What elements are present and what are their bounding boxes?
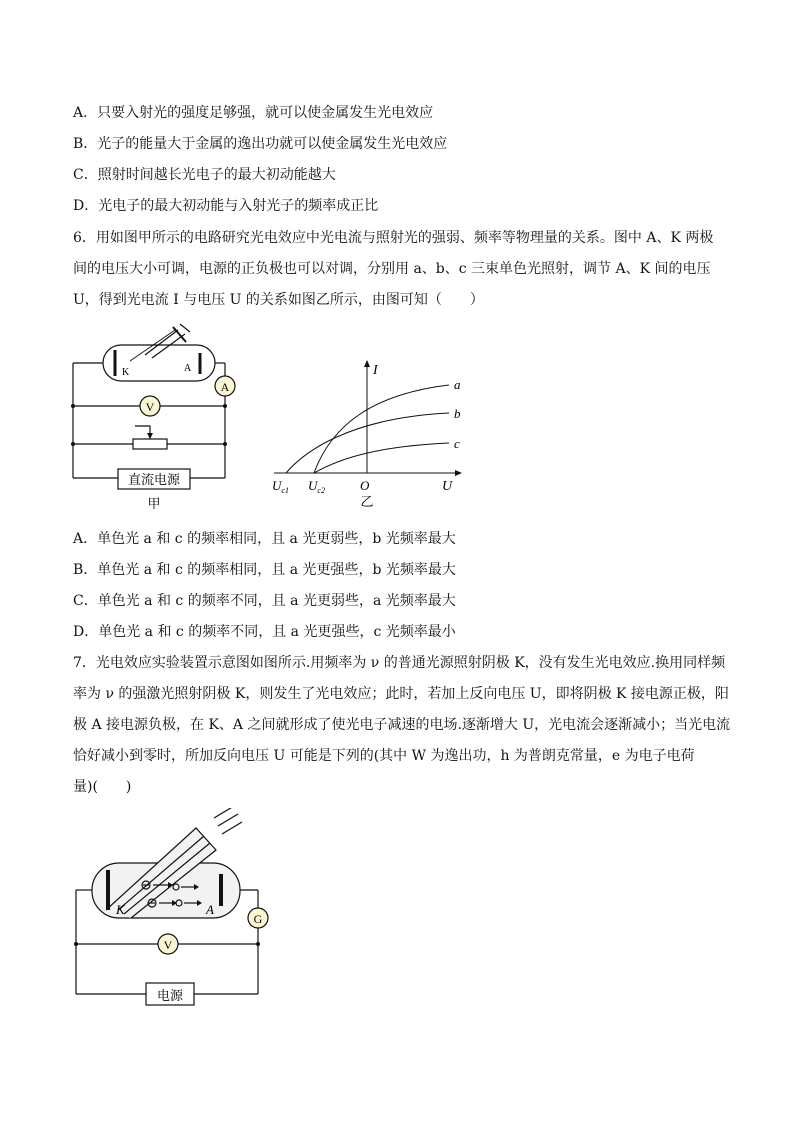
figure-yi-caption: 乙	[360, 494, 374, 509]
uc1-label: $U_{c1}$	[272, 478, 289, 495]
power-supply-label: 电源	[156, 988, 184, 1003]
voltmeter-label: V	[163, 938, 173, 952]
q5-option-b: B．光子的能量大于金属的逸出功就可以使金属发生光电效应	[73, 136, 448, 152]
q5-option-a: A．只要入射光的强度足够强，就可以使金属发生光电效应	[73, 105, 434, 121]
figure-jia-caption: 甲	[147, 496, 161, 511]
q6-option-b: B．单色光 a 和 c 的频率相同，且 a 光更强些，b 光频率最大	[73, 562, 456, 578]
curve-a-label: a	[454, 377, 461, 392]
origin-label: O	[360, 478, 370, 493]
q5-option-d: D．光电子的最大初动能与入射光子的频率成正比	[73, 198, 379, 214]
curve-b-label: b	[454, 406, 461, 421]
cathode-label: K	[116, 902, 125, 917]
figure-yi-graph	[264, 356, 474, 516]
q7-stem-line-1: 7．光电效应实验装置示意图如图所示.用频率为 ν 的普通光源照射阴极 K，没有发生光电效应.换用同样频	[73, 655, 726, 671]
anode-label: A	[206, 902, 214, 917]
q6-option-a: A．单色光 a 和 c 的频率相同，且 a 光更弱些，b 光频率最大	[73, 531, 456, 547]
q5-option-c: C．照射时间越长光电子的最大初动能越大	[73, 167, 336, 183]
i-axis-label: I	[373, 363, 378, 378]
phototube	[103, 345, 215, 381]
ammeter-label: A	[220, 380, 230, 394]
power-supply-label: 直流电源	[127, 472, 181, 487]
cathode-label: K	[122, 367, 130, 378]
voltmeter-label: V	[145, 400, 155, 414]
curve-a	[314, 385, 449, 473]
anode-label: A	[184, 363, 192, 374]
curve-c	[314, 443, 449, 473]
uc2-label: $U_{c2}$	[308, 478, 325, 495]
q6-option-c: C．单色光 a 和 c 的频率不同，且 a 光更弱些，a 光频率最大	[73, 593, 456, 609]
figure-q7-apparatus	[66, 808, 286, 1008]
q6-stem-line-1: 6．用如图甲所示的电路研究光电效应中光电流与照射光的强弱、频率等物理量的关系。图中 A、K 两极	[73, 230, 714, 246]
q7-stem-line-3: 极 A 接电源负极，在 K、A 之间就形成了使光电子减速的电场.逐渐增大 U，光电流会逐渐减小；当光电流	[73, 717, 731, 733]
q6-stem-line-3: U，得到光电流 I 与电压 U 的关系如图乙所示，由图可知（ ）	[73, 292, 484, 308]
q6-stem-line-2: 间的电压大小可调，电源的正负极也可以对调，分别用 a、b、c 三束单色光照射，调节 A、K 间的电压	[73, 261, 711, 277]
curve-c-label: c	[454, 436, 460, 451]
figure-jia-circuit	[60, 318, 260, 518]
galvanometer-label: G	[253, 912, 263, 926]
q7-stem-line-2: 率为 ν 的强激光照射阴极 K，则发生了光电效应；此时，若加上反向电压 U，即将阴极 K 接电源正极，阳	[73, 686, 729, 702]
q7-stem-line-5: 量)( )	[73, 779, 132, 795]
u-axis-label: U	[442, 479, 453, 494]
q7-stem-line-4: 恰好减小到零时，所加反向电压 U 可能是下列的(其中 W 为逸出功，h 为普朗克常量，e 为电子电荷	[73, 748, 695, 764]
q6-option-d: D．单色光 a 和 c 的频率不同，且 a 光更强些，c 光频率最小	[73, 624, 456, 640]
